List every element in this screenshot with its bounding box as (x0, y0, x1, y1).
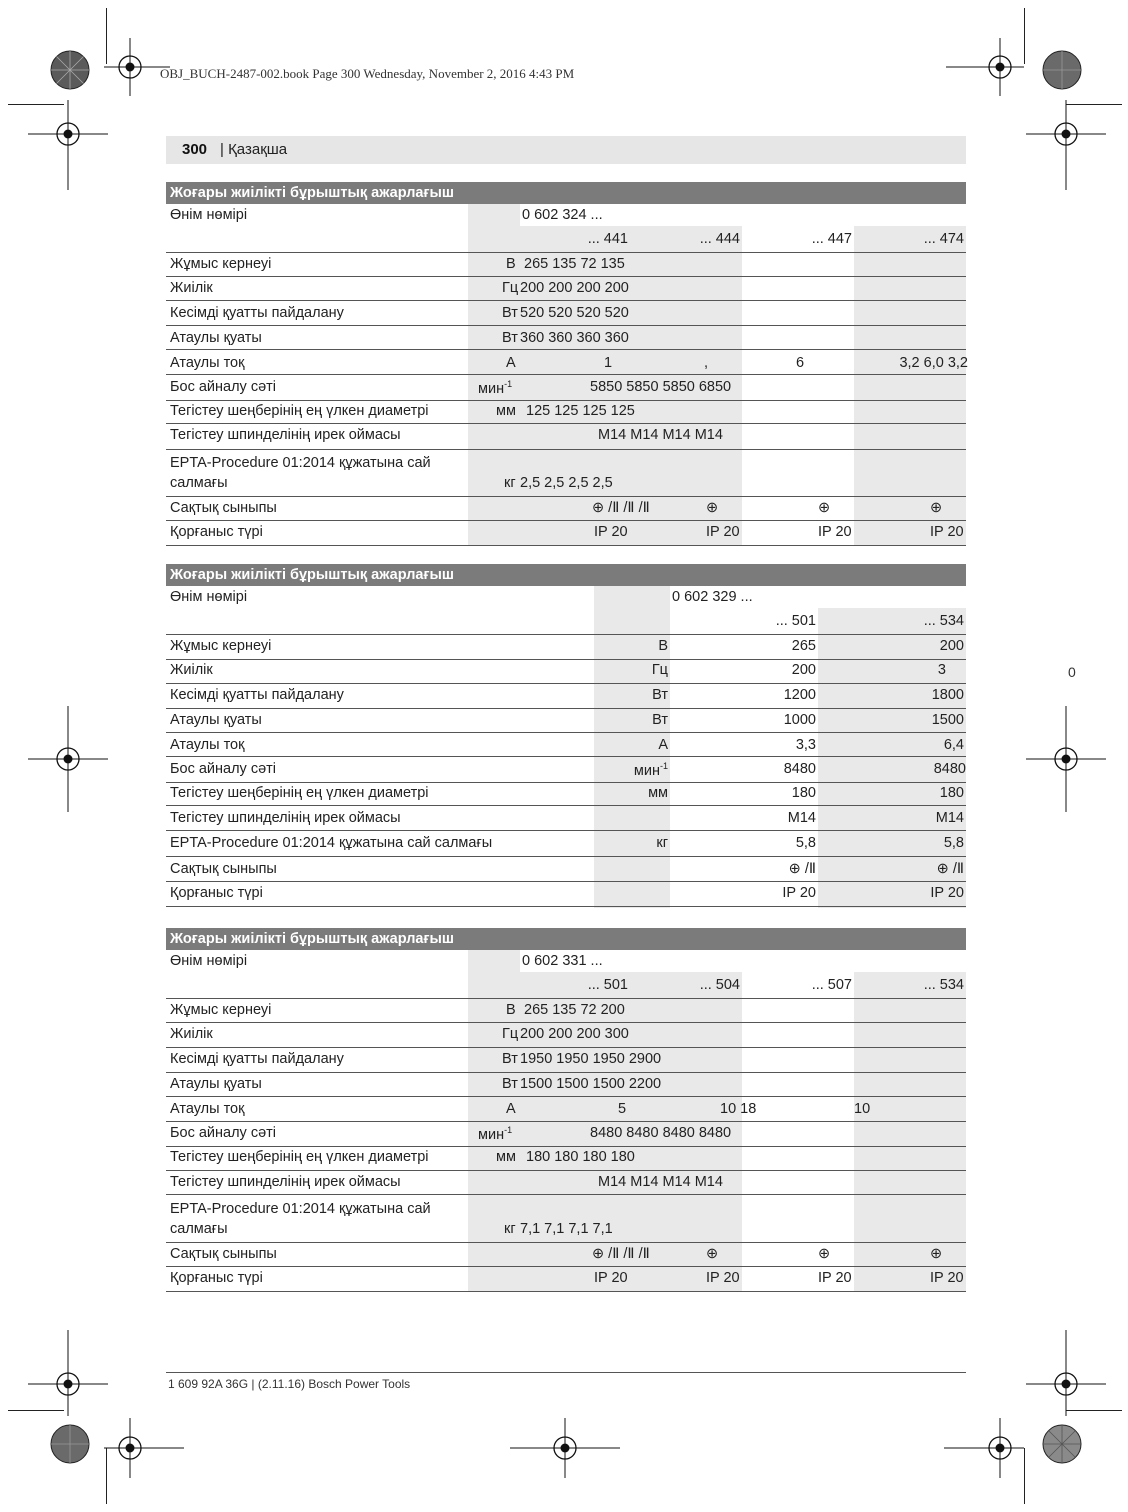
row-unit: мин$^{-1}$ (478, 379, 513, 397)
registration-mark-icon (100, 1418, 186, 1478)
row-unit: В (506, 256, 516, 272)
print-job-info: OBJ_BUCH-2487-002.book Page 300 Wednesday, November 2, 2016 4:43 PM (160, 66, 575, 81)
row-value: 265 (791, 638, 816, 654)
row-value: 1000 (783, 712, 816, 728)
row-unit: Вт (652, 687, 668, 703)
protection-class-icon: ⊕ (930, 500, 943, 516)
row-label: Өнім нөмірі (170, 207, 248, 223)
color-wheel-icon (50, 50, 90, 90)
spec-table-2 (166, 564, 966, 908)
row-value: 6 (796, 355, 805, 371)
row-unit: мм (648, 785, 668, 801)
row-unit: А (658, 737, 668, 753)
row-label: Жұмыс кернеуі (170, 256, 272, 272)
row-value: 180 180 180 180 (526, 1149, 635, 1165)
registration-mark-icon (510, 1418, 620, 1478)
row-value: 200 (791, 662, 816, 678)
table-title: Жоғары жиілікті бұрыштық ажарлағыш (166, 182, 966, 204)
table-title: Жоғары жиілікті бұрыштық ажарлағыш (166, 928, 966, 950)
row-label: Атаулы қуаты (170, 712, 262, 728)
row-value: IP 20 (818, 1270, 852, 1286)
row-value: 3 (937, 662, 946, 678)
row-label: Жұмыс кернеуі (170, 638, 272, 654)
row-value: 5,8 (795, 835, 816, 851)
row-value: M14 M14 M14 M14 (598, 1174, 723, 1190)
row-value: 3,3 (795, 737, 816, 753)
row-unit: В (506, 1002, 516, 1018)
row-value: M14 (787, 810, 816, 826)
row-value: 1500 (931, 712, 964, 728)
row-value: IP 20 (706, 1270, 740, 1286)
row-value: 180 (791, 785, 816, 801)
product-number: 0 602 324 ... (522, 207, 603, 223)
row-value: 180 (939, 785, 964, 801)
row-value: IP 20 (594, 1270, 628, 1286)
row-value: 5,8 (943, 835, 964, 851)
model-header: ... 444 (699, 231, 740, 247)
row-label: Тегістеу шеңберінің ең үлкен диаметрі (170, 785, 429, 801)
row-value: 5 (618, 1101, 627, 1117)
row-value: 2,5 2,5 2,5 2,5 (520, 475, 613, 491)
row-unit: кг (656, 835, 668, 851)
table-title: Жоғары жиілікті бұрыштық ажарлағыш (166, 564, 966, 586)
row-label: Өнім нөмірі (170, 953, 248, 969)
model-header: ... 534 (923, 977, 964, 993)
registration-mark-icon (28, 100, 108, 190)
row-value: IP 20 (594, 524, 628, 540)
row-value: 1950 1950 1950 2900 (520, 1051, 662, 1067)
row-value: IP 20 (930, 1270, 964, 1286)
protection-class-icon: ⊕ (930, 1246, 943, 1262)
row-unit: Вт (502, 1076, 518, 1092)
row-label: салмағы (170, 1221, 228, 1237)
model-header: ... 501 (775, 613, 816, 629)
protection-class-icon: ⊕ (818, 1246, 831, 1262)
row-label: Тегістеу шпинделінің ирек оймасы (170, 1174, 401, 1190)
row-unit: мин$^{-1}$ (478, 1125, 513, 1143)
row-label: Бос айналу сәті (170, 379, 277, 395)
row-label: Жиілік (170, 1026, 213, 1042)
shaded-column (854, 972, 966, 1292)
color-wheel-icon (50, 1424, 90, 1464)
row-unit: Вт (502, 1051, 518, 1067)
row-label: Сақтық сыныпы (170, 861, 277, 877)
row-value: IP 20 (782, 885, 816, 901)
row-value: 200 (939, 638, 964, 654)
row-unit: мин$^{-1}$ (633, 761, 668, 779)
row-value: IP 20 (706, 524, 740, 540)
page-number: 300 (182, 141, 208, 158)
row-value: 265 135 72 135 (524, 256, 625, 272)
row-label: Тегістеу шпинделінің ирек оймасы (170, 810, 401, 826)
row-value: 8480 8480 8480 8480 (590, 1125, 732, 1141)
row-value: IP 20 (818, 524, 852, 540)
row-value: , (704, 355, 709, 371)
row-value: 10 18 (720, 1101, 757, 1117)
row-value: 1 (604, 355, 613, 371)
row-value: M14 (935, 810, 964, 826)
row-label: Сақтық сыныпы (170, 500, 277, 516)
color-wheel-icon (1042, 1424, 1082, 1464)
spec-table-3 (166, 928, 966, 1292)
row-label: Бос айналу сәті (170, 1125, 277, 1141)
row-label: Қорғаныс түрі (170, 524, 263, 540)
color-wheel-icon (1042, 50, 1082, 90)
protection-class-icon: ⊕ /Ⅱ /Ⅱ /Ⅱ (592, 1246, 650, 1262)
registration-mark-icon (1026, 706, 1106, 812)
registration-mark-icon (28, 1330, 108, 1416)
row-value: 3,2 6,0 3,2 (899, 355, 968, 371)
model-header: ... 501 (587, 977, 628, 993)
row-label: Атаулы тоқ (170, 355, 245, 371)
row-label: Тегістеу шеңберінің ең үлкен диаметрі (170, 403, 429, 419)
shaded-column (854, 226, 966, 546)
margin-number: 0 (1068, 664, 1076, 680)
row-unit: Вт (502, 305, 518, 321)
row-value: 520 520 520 520 (520, 305, 629, 321)
row-label: EPTA-Procedure 01:2014 құжатына сай (170, 455, 431, 471)
page-header (166, 136, 966, 164)
model-header: ... 441 (587, 231, 628, 247)
registration-mark-icon (28, 706, 108, 812)
row-label: Кесімді қуатты пайдалану (170, 687, 344, 703)
footer-rule (166, 1372, 966, 1373)
row-unit: Гц (502, 280, 519, 296)
row-label: Бос айналу сәті (170, 761, 277, 777)
row-label: Атаулы қуаты (170, 1076, 262, 1092)
row-unit: А (506, 1101, 516, 1117)
row-unit: Вт (652, 712, 668, 728)
protection-class-icon: ⊕ /Ⅱ /Ⅱ /Ⅱ (592, 500, 650, 516)
protection-class-icon: ⊕ (818, 500, 831, 516)
row-value: 360 360 360 360 (520, 330, 629, 346)
row-label: Жұмыс кернеуі (170, 1002, 272, 1018)
row-label: Жиілік (170, 662, 213, 678)
row-unit: Вт (502, 330, 518, 346)
row-value: 265 135 72 200 (524, 1002, 625, 1018)
model-header: ... 504 (699, 977, 740, 993)
model-header: ... 534 (923, 613, 964, 629)
row-value: M14 M14 M14 M14 (598, 427, 723, 443)
row-value: 10 (854, 1101, 871, 1117)
shaded-column (468, 204, 520, 226)
registration-mark-icon (1026, 1330, 1106, 1416)
row-label: EPTA-Procedure 01:2014 құжатына сай (170, 1201, 431, 1217)
row-value: 1800 (931, 687, 964, 703)
row-label: Қорғаныс түрі (170, 1270, 263, 1286)
table-body (166, 204, 966, 546)
row-label: Өнім нөмірі (170, 589, 248, 605)
model-header: ... 447 (811, 231, 852, 247)
row-label: салмағы (170, 475, 228, 491)
table-body (166, 586, 966, 908)
row-unit: Гц (651, 662, 668, 678)
row-value: 8480 (783, 761, 816, 777)
registration-mark-icon (944, 1418, 1028, 1478)
row-value: 125 125 125 125 (526, 403, 635, 419)
row-label: Кесімді қуатты пайдалану (170, 1051, 344, 1067)
row-value: 6,4 (943, 737, 964, 753)
registration-mark-icon (1026, 100, 1106, 190)
shaded-column (468, 950, 520, 972)
page-language: | Қазақша (220, 141, 288, 158)
row-label: Сақтық сыныпы (170, 1246, 277, 1262)
product-number: 0 602 329 ... (672, 589, 753, 605)
spec-table-1 (166, 182, 966, 546)
row-value: 1500 1500 1500 2200 (520, 1076, 662, 1092)
row-value: 5850 5850 5850 6850 (590, 379, 732, 395)
row-unit: кг (504, 1221, 516, 1237)
model-header: ... 507 (811, 977, 852, 993)
protection-class-icon: ⊕ (706, 500, 719, 516)
row-unit: Гц (502, 1026, 519, 1042)
row-unit: В (658, 638, 668, 654)
protection-class-icon: ⊕ /Ⅱ (788, 861, 816, 877)
row-value: 200 200 200 200 (520, 280, 629, 296)
protection-class-icon: ⊕ /Ⅱ (936, 861, 964, 877)
row-label: Жиілік (170, 280, 213, 296)
row-label: Атаулы тоқ (170, 737, 245, 753)
row-unit: кг (504, 475, 516, 491)
row-label: Атаулы қуаты (170, 330, 262, 346)
registration-mark-icon (946, 38, 1026, 96)
row-value: 1200 (783, 687, 816, 703)
row-label: Атаулы тоқ (170, 1101, 245, 1117)
row-value: 200 200 200 300 (520, 1026, 629, 1042)
row-label: Кесімді қуатты пайдалану (170, 305, 344, 321)
row-unit: мм (496, 403, 516, 419)
row-unit: А (506, 355, 516, 371)
row-label: Тегістеу шпинделінің ирек оймасы (170, 427, 401, 443)
row-value: 8480 (933, 761, 966, 777)
footer-text: 1 609 92A 36G | (2.11.16) Bosch Power Tools (168, 1377, 411, 1391)
row-value: IP 20 (930, 524, 964, 540)
row-label: Қорғаныс түрі (170, 885, 263, 901)
model-header: ... 474 (923, 231, 964, 247)
table-body (166, 950, 966, 1292)
protection-class-icon: ⊕ (706, 1246, 719, 1262)
row-value: 7,1 7,1 7,1 7,1 (520, 1221, 613, 1237)
row-value: IP 20 (930, 885, 964, 901)
row-unit: мм (496, 1149, 516, 1165)
product-number: 0 602 331 ... (522, 953, 603, 969)
row-label: Тегістеу шеңберінің ең үлкен диаметрі (170, 1149, 429, 1165)
row-label: EPTA-Procedure 01:2014 құжатына сай салмағы (170, 835, 493, 851)
